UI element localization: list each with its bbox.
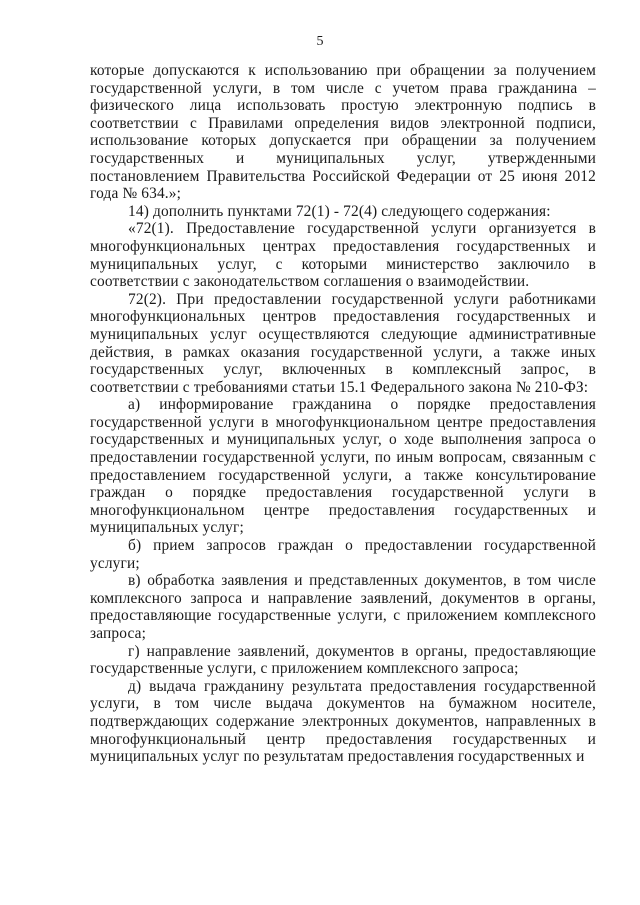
page-number: 5 bbox=[316, 34, 324, 49]
paragraph: г) направление заявлений, документов в органы, предоставляющие государственные услуги, с приложением комплексного запроса; bbox=[90, 642, 596, 678]
document-body bbox=[90, 62, 596, 766]
paragraph: 72(2). При предоставлении государственной услуги работниками многофункциональных центров предоставления государственных и муниципальных услуг осуществляются следующие административные действия, в рамках оказания государственной услуги, а также иных государственных услуг, включенных в комплексный запрос, в соответствии с требованиями статьи 15.1 Федерального закона № 210-ФЗ: bbox=[90, 290, 596, 396]
paragraph: которые допускаются к использованию при обращении за получением государственной услуги, в том числе с учетом права гражданина – физического лица использовать простую электронную подпись в соответствии с Правилами определения видов электронной подписи, использование которых допускается при обращении за получением государственных и муниципальных услуг, утвержденными постановлением Правительства Российской Федерации от 25 июня 2012 года № 634.»; bbox=[90, 62, 596, 203]
paragraph: в) обработка заявления и представленных документов, в том числе комплексного запроса и направление заявлений, документов в органы, предоставляющие государственные услуги, с приложением комплексного запроса; bbox=[90, 572, 596, 642]
paragraph: 14) дополнить пунктами 72(1) - 72(4) следующего содержания: bbox=[128, 202, 551, 220]
paragraph: д) выдача гражданину результата предоставления государственной услуги, в том числе выдача документов на бумажном носителе, подтверждающих содержание электронных документов, направленных в многофункциональный центр предоставления государственных и муниципальных услуг по результатам предоставления государственных и bbox=[90, 677, 596, 766]
paragraph: а) информирование гражданина о порядке предоставления государственной услуги в многофункциональном центре предоставления государственных и муниципальных услуг, о ходе выполнения запроса о предоставлении государственной услуги, по иным вопросам, связанным с предоставлением государственной услуги, а также консультирование граждан о порядке предоставления государственной услуги в многофункциональном центре предоставления государственных и муниципальных услуг; bbox=[90, 396, 596, 537]
paragraph: «72(1). Предоставление государственной услуги организуется в многофункциональных центрах предоставления государственных и муниципальных услуг, с которыми министерство заключило в соответствии с законодательством соглашения о взаимодействии. bbox=[90, 220, 596, 291]
paragraph: б) прием запросов граждан о предоставлении государственной услуги; bbox=[90, 537, 596, 572]
